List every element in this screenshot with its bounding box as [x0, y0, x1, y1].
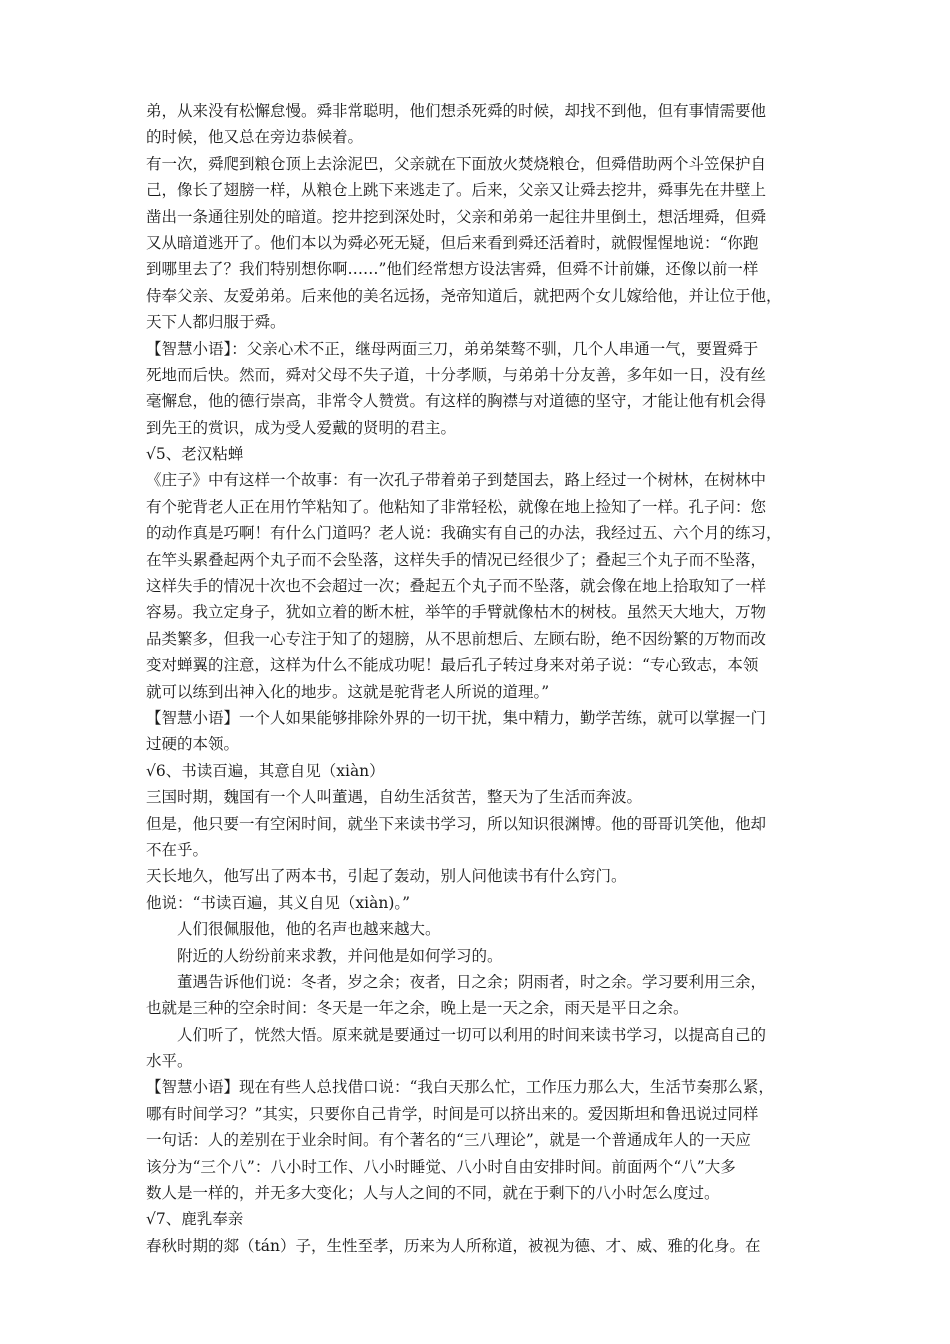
- text-line: 不在乎。: [146, 840, 209, 859]
- text-line: 人们很佩服他，他的名声也越来越大。: [177, 920, 441, 939]
- text-line: 的动作真是巧啊！有什么门道吗？老人说：我确实有自己的办法，我经过五、六个月的练习，: [146, 524, 782, 543]
- text-line: 数人是一样的，并无多大变化；人与人之间的不同，就在于剩下的八小时怎么度过。: [146, 1184, 720, 1203]
- text-line: 天下人都归服于舜。: [146, 313, 286, 332]
- text-line: 毫懈怠，他的德行崇高，非常令人赞赏。有这样的胸襟与对道德的坚守，才能让他有机会得: [146, 392, 767, 411]
- text-line: 他说：“书读百遍，其义自见（xiàn)。”: [146, 893, 411, 912]
- text-line: 这样失手的情况十次也不会超过一次；叠起五个丸子而不坠落，就会像在地上拾取知了一样: [146, 577, 767, 596]
- text-line: 一句话：人的差别在于业余时间。有个著名的“三八理论”，就是一个普通成年人的一天应: [146, 1131, 751, 1150]
- text-line: 容易。我立定身子，犹如立着的断木桩，举竿的手臂就像枯木的树枝。虽然天大地大，万物: [146, 603, 767, 622]
- text-line: 水平。: [146, 1052, 193, 1071]
- text-line: 但是，他只要一有空闲时间，就坐下来读书学习，所以知识很渊博。他的哥哥讥笑他，他却: [146, 814, 767, 833]
- text-line: 该分为“三个八”：八小时工作、八小时睡觉、八小时自由安排时间。前面两个“八”大多: [146, 1157, 736, 1176]
- text-line: √7、鹿乳奉亲: [146, 1210, 244, 1229]
- text-line: √5、老汉粘蝉: [146, 445, 244, 464]
- text-line: 【智慧小语】：父亲心术不正，继母两面三刀，弟弟桀骜不驯，几个人串通一气，要置舜于: [146, 339, 759, 358]
- text-line: 有一次，舜爬到粮仓顶上去涂泥巴，父亲就在下面放火焚烧粮仓，但舜借助两个斗笠保护自: [146, 154, 767, 173]
- text-line: 【智慧小语】一个人如果能够排除外界的一切干扰，集中精力，勤学苦练，就可以掌握一门: [146, 708, 767, 727]
- text-line: 品类繁多，但我一心专注于知了的翅膀，从不思前想后、左顾右盼，绝不因纷繁的万物而改: [146, 629, 767, 648]
- text-line: 变对蝉翼的注意，这样为什么不能成功呢！最后孔子转过身来对弟子说：“专心致志，本领: [146, 656, 759, 675]
- text-line: 也就是三种的空余时间：冬天是一年之余，晚上是一天之余，雨天是平日之余。: [146, 999, 689, 1018]
- text-line: 弟，从来没有松懈怠慢。舜非常聪明，他们想杀死舜的时候，却找不到他，但有事情需要他: [146, 102, 767, 120]
- text-line: 的时候，他又总在旁边恭候着。: [146, 128, 364, 147]
- text-line: 到哪里去了？我们特别想你啊……”他们经常想方设法害舜，但舜不计前嫌，还像以前一样: [146, 260, 759, 279]
- text-line: 三国时期，魏国有一个人叫董遇，自幼生活贫苦，整天为了生活而奔波。: [146, 788, 643, 807]
- document-body: [146, 98, 826, 1259]
- text-line: 侍奉父亲、友爱弟弟。后来他的美名远扬，尧帝知道后，就把两个女儿嫁给他，并让位于他，: [146, 286, 782, 305]
- text-line: 过硬的本领。: [146, 735, 240, 754]
- text-line: 凿出一条通往别处的暗道。挖井挖到深处时，父亲和弟弟一起往井里倒土，想活埋舜，但舜: [146, 207, 767, 226]
- text-line: 己，像长了翅膀一样，从粮仓上跳下来逃走了。后来，父亲又让舜去挖井，舜事先在井壁上: [146, 181, 767, 200]
- text-line: 又从暗道逃开了。他们本以为舜必死无疑，但后来看到舜还活着时，就假惺惺地说：“你跑: [146, 233, 759, 252]
- text-line: 春秋时期的郯（tán）子，生性至孝，历来为人所称道，被视为德、才、威、雅的化身。在: [146, 1236, 761, 1255]
- text-line: 哪有时间学习？”其实，只要你自己肯学，时间是可以挤出来的。爱因斯坦和鲁迅说过同样: [146, 1104, 759, 1123]
- text-line: 就可以练到出神入化的地步。这就是驼背老人所说的道理。”: [146, 682, 550, 701]
- text-line: 人们听了，恍然大悟。原来就是要通过一切可以利用的时间来读书学习，以提高自己的: [177, 1025, 767, 1044]
- text-line: 在竿头累叠起两个丸子而不会坠落，这样失手的情况已经很少了；叠起三个丸子而不坠落，: [146, 550, 767, 569]
- text-line: 【智慧小语】现在有些人总找借口说：“我白天那么忙，工作压力那么大，生活节奏那么紧，: [146, 1078, 774, 1097]
- text-line: 到先王的赏识，成为受人爱戴的贤明的君主。: [146, 418, 457, 437]
- text-line: 董遇告诉他们说：冬者，岁之余；夜者，日之余；阴雨者，时之余。学习要利用三余，: [177, 972, 767, 991]
- text-line: 附近的人纷纷前来求教，并问他是如何学习的。: [177, 946, 503, 965]
- text-line: 《庄子》中有这样一个故事：有一次孔子带着弟子到楚国去，路上经过一个树林，在树林中: [146, 471, 767, 490]
- text-line: √6、书读百遍，其意自见（xiàn）: [146, 761, 385, 780]
- text-line: 天长地久，他写出了两本书，引起了轰动，别人问他读书有什么窍门。: [146, 867, 627, 886]
- text-line: 有个驼背老人正在用竹竿粘知了。他粘知了非常轻松，就像在地上捡知了一样。孔子问：您: [146, 497, 767, 516]
- text-line: 死地而后快。然而，舜对父母不失子道，十分孝顺，与弟弟十分友善，多年如一日，没有丝: [146, 365, 767, 384]
